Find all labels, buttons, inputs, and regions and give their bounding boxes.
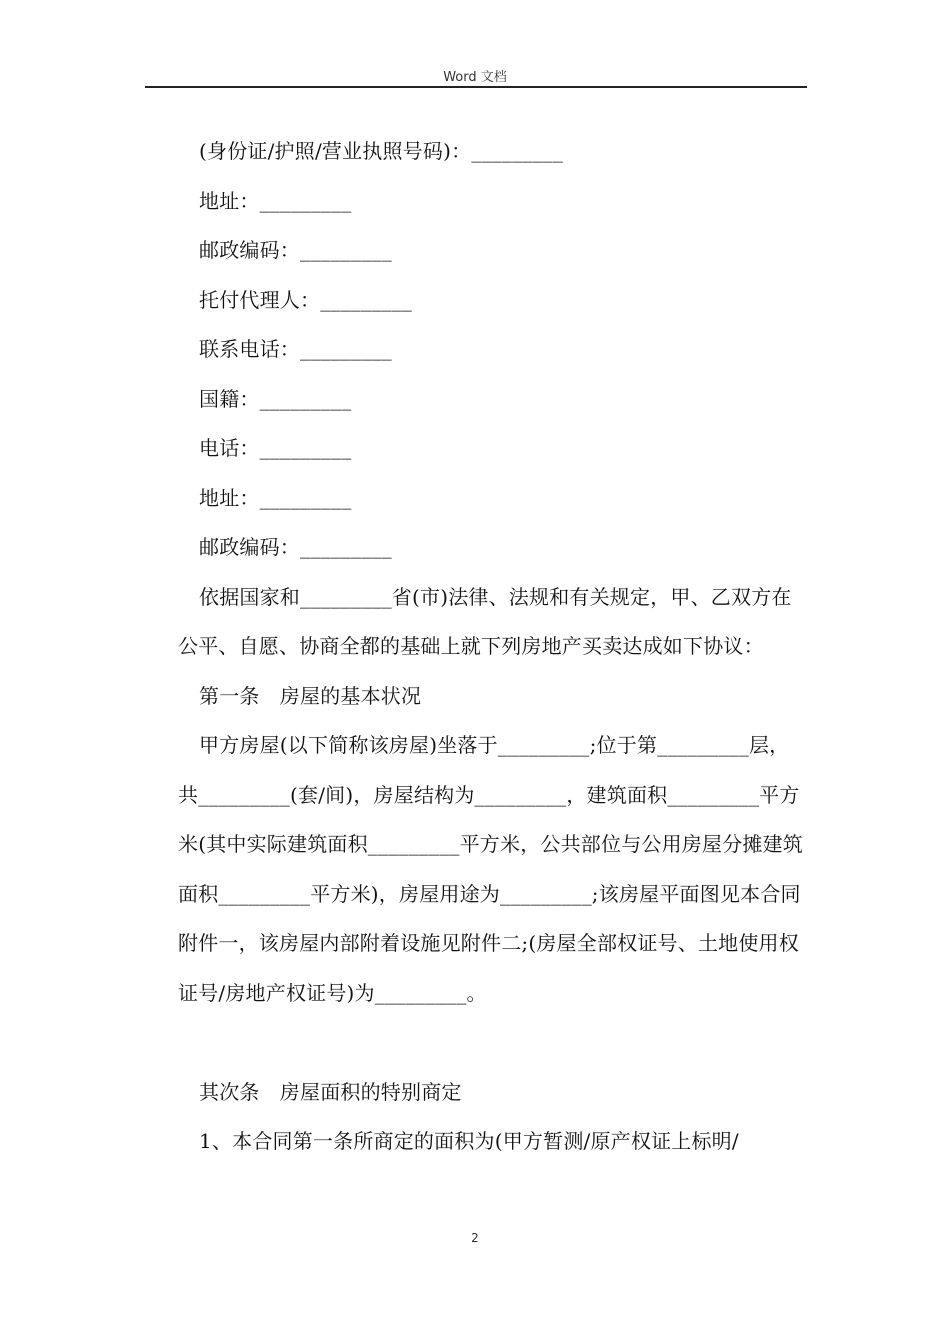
article-2-clause-1: 1、本合同第一条所商定的面积为(甲方暂测/原产权证上标明/ [199,1129,739,1153]
paragraph-agent: 托付代理人：_________ [199,287,412,312]
page-header: Word 文档 [443,70,507,85]
paragraph-spacer [178,1018,808,1068]
paragraph-postal-code-2: 邮政编码：_________ [199,535,392,559]
article-2-heading: 其次条 房屋面积的特别商定 [199,1079,462,1104]
header-divider [145,86,807,88]
article-1-heading: 第一条 房屋的基本状况 [199,683,422,708]
document-body [178,127,808,1167]
paragraph-postal-code: 邮政编码：_________ [199,238,392,262]
article-1-body: 甲方房屋(以下简称该房屋)坐落于_________;位于第_________层，共_________(套/间)，房屋结构为_________，建筑面积_________平方米(其中实际建筑面积_________平方米，公共部位与公用房屋分摊建筑面积_________平方米)，房屋用途为_________;该房屋平面图见本合同附件一，该房屋内部附着设施见附件二;(房屋全部权证号、土地使用权证号/房地产权证号)为_________。 [178,733,804,1005]
paragraph-contact-phone: 联系电话：_________ [199,337,392,361]
paragraph-address: 地址：_________ [199,188,352,213]
paragraph-id-number: (身份证/护照/营业执照号码)：_________ [199,139,564,163]
paragraph-phone: 电话：_________ [199,436,352,460]
paragraph-agreement-basis: 依据国家和_________省(市)法律、法规和有关规定，甲、乙双方在公平、自愿、协商全都的基础上就下列房地产买卖达成如下协议： [178,584,792,658]
paragraph-nationality: 国籍：_________ [199,386,352,411]
page-number: 2 [471,1231,479,1245]
paragraph-address-2: 地址：_________ [199,485,352,510]
